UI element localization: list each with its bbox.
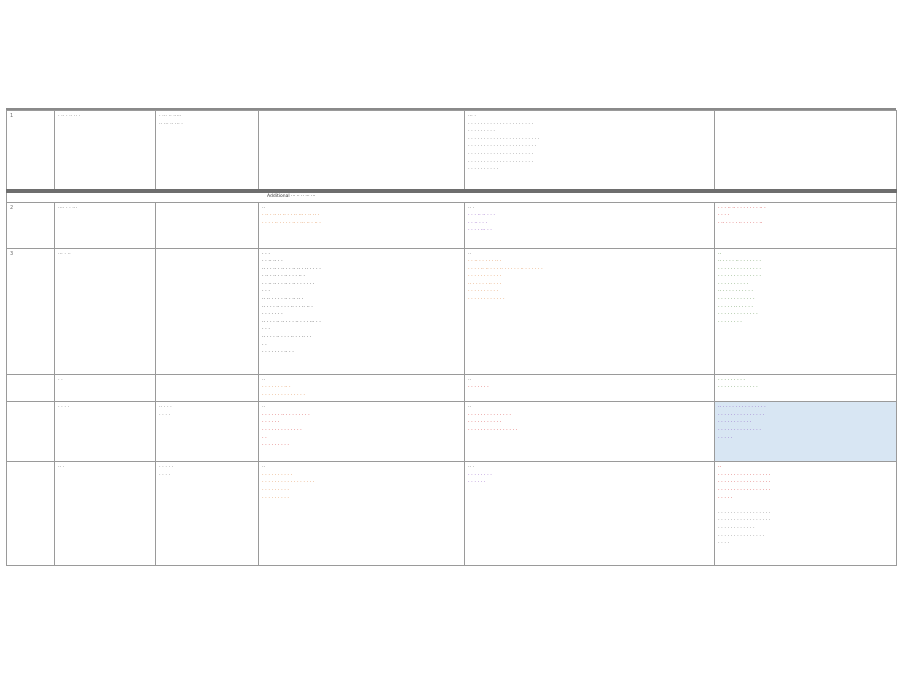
row-detail-cell[interactable] [465,202,715,248]
cell-text-line: · · · · · · · · · · · · · · · · [468,427,518,434]
spreadsheet [6,108,896,568]
row-name-cell[interactable] [55,248,156,374]
section-note-text: Additional ··· ·· ·· ··· ··· [267,193,316,199]
row-name: · · [58,376,63,383]
row-detail-cell[interactable] [465,402,715,462]
cell-text-line: · · [262,434,267,441]
cell-text-line: · · · · · · · · · · · · · [718,311,758,318]
cell-text-line: · · · · · · · · · · · · · · · [718,411,765,418]
cell-text-line: · · · · · [718,434,733,441]
cell-text-line: · ·· · · · · ·· · · · · · ·· [718,219,763,226]
table-row [7,248,897,374]
cell-text-line: · · · · · · · · · · · · [718,296,755,303]
cell-text-line: · · · · · · [262,419,280,426]
cell-text-line: · · · · · · · · · · · · · · · · · · · · · · [468,143,537,150]
cell-text-line: · · · · · · · · [468,471,492,478]
row-id: 2 [10,204,14,211]
cell-text-line: · · · · · · · · · · · · [718,525,755,532]
cell-text-line: · · · · · · · · · · · · · · · · · [718,487,771,494]
row-target-cell[interactable] [156,462,259,566]
target-text-line: ·· · · · [159,404,172,411]
cell-text-line: · · · · · · · · · [262,494,290,501]
cell-text-line: · · · · · [718,494,733,501]
row-id: 3 [10,250,14,257]
requirements-table [6,110,897,566]
row-name-cell[interactable] [55,111,156,191]
cell-text-line: ·· · · · · · · · · · · [718,288,753,295]
cell-text-line: · · · · · · · [468,384,489,391]
cell-text-line: · · · · · · · [262,311,283,318]
section-note [7,191,897,203]
target-text-line: · · · · [159,411,171,418]
row-id-cell[interactable] [7,462,55,566]
cell-text-line: ·· [262,404,266,411]
cell-text-line: · · · · · · · · · · · · · · · · · · · · · · · [468,135,540,142]
cell-text-line: · · · ·· ·· · · · [468,212,496,219]
cell-text-line: ·· [468,376,472,383]
section-separator-row [7,191,897,203]
cell-text-line: · · · · · · · · · · · · · · · · · [718,479,771,486]
cell-text-line: ·· · · · ·· · · · ·· · · ·· ·· · [262,303,313,310]
row-notes-cell[interactable] [259,248,465,374]
row-detail-cell[interactable] [465,111,715,191]
cell-text-line: · · · · · ·· · · · · · [718,303,753,310]
row-notes-cell[interactable] [259,462,465,566]
cell-text-line: · · · · [718,540,730,547]
cell-text-line: · · · ·· ·· · · · · · · · ·· · [718,204,766,211]
target-text-line: · · · · [159,471,171,478]
cell-text-line: · · · · · · · · · · · · · · [718,273,761,280]
row-target-cell[interactable] [156,374,259,402]
cell-text-line: · · · · · · · · · · · · · · · · · [262,479,315,486]
cell-text-line: · · · · · · [468,479,486,486]
row-name: · ·· · ·· ·· · [58,113,81,119]
cell-text-line: · · ·· ·· · · [262,258,283,265]
row-name: ··· · ·· [58,250,71,257]
row-id-cell[interactable] [7,248,55,374]
cell-text-line: · · · · · · · · · · [468,288,499,295]
cell-text-line: · · · · · · · · · · [468,166,499,173]
target-text-line: · · · · · [159,464,174,471]
cell-text-line: · · · · · · · · · · · · · [262,427,302,434]
row-id-cell[interactable] [7,374,55,402]
cell-text-line: · · · · · · · · · [718,376,746,383]
row-notes-cell[interactable] [259,111,465,191]
row-target-cell[interactable] [156,248,259,374]
table-body [7,111,897,566]
table-row [7,111,897,191]
row-target-cell[interactable] [156,402,259,462]
cell-text-line: · · · · · · · · · · · · · · · · · [718,517,771,524]
table-row [7,462,897,566]
cell-text-line: · · · · · · · · · · · · · · · · · · · · · [468,158,534,165]
row-remark-cell[interactable] [715,202,897,248]
cell-text-line: · · ·· · · · [468,219,488,226]
row-name: ···· · · ··· [58,204,78,211]
cell-text-line: · · · · [718,212,730,219]
cell-text-line: · · · · · · · ·· · · [262,349,294,356]
cell-text-line: · · · · · · · · · · · · · · · · · · · · · [468,150,534,157]
cell-text-line: · ·· · ·· · · ·· · · · ·· · [262,273,305,280]
target-text-line: ·· ··· ·· ··· · [159,120,183,127]
row-detail-cell[interactable] [465,374,715,402]
row-name: · · · · [58,404,70,411]
cell-text-line: · · · · · · · · · · · · · · [468,411,511,418]
table-row [7,402,897,462]
cell-text-line: · · · · · · · · · · · [718,419,752,426]
cell-text-line: ·· [718,464,722,471]
row-name: ·· · [58,464,65,471]
cell-text-line: ·· · · · · · ·· · · · [468,280,502,287]
cell-text-line: ·· [468,404,472,411]
cell-text-line: · · [262,341,267,348]
row-notes-cell[interactable] [259,402,465,462]
cell-text-line: ·· [262,376,266,383]
target-text-line: · ··· ·· ····· [159,113,182,119]
row-name-cell[interactable] [55,374,156,402]
cell-text-line: · · ·· ·· · · ·· · ·· · · · · · · [262,280,315,287]
cell-text-line: · · · · · · · · · [262,442,290,449]
cell-text-line: ··· · [468,113,476,119]
cell-text-line: · · · · · · · · · [468,128,496,135]
cell-text-line: · · · · · · · · · · · · · [718,384,758,391]
row-id-cell[interactable] [7,402,55,462]
cell-text-line: · · · · · · · ·· · [262,384,291,391]
cell-text-line: · · · · · · · · · · [262,471,293,478]
cell-text-line: · · · · ·· ·· · · · ·· · · · · · ·· · · · · · · [468,265,543,272]
row-detail-cell[interactable] [465,248,715,374]
cell-text-line: · · · · · · · · · · · · · · · [718,532,765,539]
cell-text-line: ·· [468,250,472,257]
row-name-cell[interactable] [55,202,156,248]
row-name-cell[interactable] [55,462,156,566]
cell-text-line: · · · · ··· · · [468,227,492,234]
cell-text-line: ·· · · · ·· · · · ·· · · ·· · · [262,334,312,341]
cell-text-line: · · · · · · · · · [262,487,290,494]
row-remark-cell[interactable] [715,374,897,402]
row-remark-cell[interactable] [715,111,897,191]
cell-text-line: · · · · · · · · · · · · · · [262,391,305,398]
cell-text-line: · · · · · · · · · · · · · · · · · [718,509,771,516]
table-row [7,374,897,402]
row-id-cell[interactable] [7,202,55,248]
row-notes-cell[interactable] [259,202,465,248]
cell-text-line: ·· [718,250,722,257]
cell-text-line: · · · [262,250,270,257]
cell-text-line: · · · · · · · · · · · · [468,296,505,303]
cell-text-line: · · ·· · · · · · ·· · [468,258,502,265]
cell-text-line: · · · · · · · · · · · · · · [718,265,761,272]
cell-text-line: ·· ·· · · · · ·· · ·· ·· · [262,296,304,303]
cell-text-line: · ·· · ·· ·· ·· · · ·· ··· · ·· ·· · [262,212,320,219]
cell-text-line: · · · [262,326,270,333]
cell-text-line: · · · · · · · · · · · · · · [718,427,761,434]
cell-text-line: · · · · ·· · · · · ·· · ··· ·· · ·· · [262,219,321,226]
cell-text-line: · · · [262,288,270,295]
cell-text-line: ·· · · · ·· ·· · · · ·· · · · ··· · · [262,318,321,325]
cell-text-line: ·· [262,204,266,211]
cell-text-line: ·· · · · · ·· · · · · · · · [718,258,761,265]
cell-text-line: · · · · · · · · · · · · · · · · · · · · · [468,120,534,127]
row-id: 1 [10,113,14,119]
cell-text-line [718,502,893,510]
cell-text-line: · · · · · · ·· · · · · · · · · [262,411,310,418]
cell-text-line: · · · · · · · · · · [718,280,749,287]
cell-text-line: · · · · · · · · · · · [468,419,502,426]
cell-text-line: ·· · [468,204,475,211]
cell-text-line: · · · · · · · · [718,318,742,325]
cell-text-line: · · · · · · · · · · · · · · · · · [718,471,771,478]
row-detail-cell[interactable] [465,462,715,566]
row-notes-cell[interactable] [259,374,465,402]
cell-text-line: ·· · · ·· · ·· · · ·· ·· · ·· · · · · [262,265,321,272]
row-id-cell[interactable] [7,111,55,191]
cell-text-line: · · · · · · · · · · · [468,273,502,280]
row-remark-cell[interactable] [715,402,897,462]
table-row [7,202,897,248]
cell-text-line: ·· · · · · · · · · · · · · · · [718,404,766,411]
row-target-cell[interactable] [156,202,259,248]
cell-text-line: ·· [262,464,266,471]
cell-text-line: ·· · [468,464,475,471]
row-target-cell[interactable] [156,111,259,191]
row-remark-cell[interactable] [715,462,897,566]
row-remark-cell[interactable] [715,248,897,374]
row-name-cell[interactable] [55,402,156,462]
